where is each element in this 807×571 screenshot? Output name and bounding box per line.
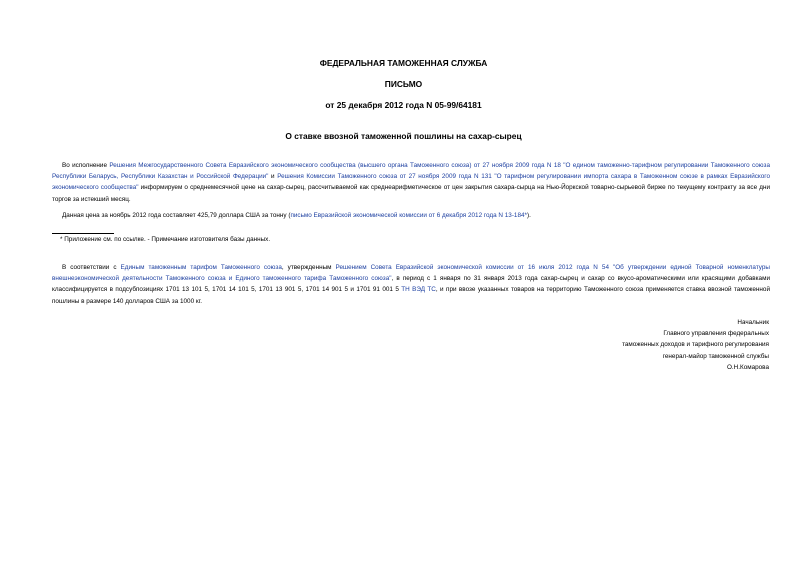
footnote-divider [52, 233, 114, 234]
paragraph-1-text-2: информируем о среднемесячной цене на сахар-сырец, рассчитываемой как среднеарифметическое от цен закрытия сахара-сырца на Нью-Йоркской товарно-сырьевой бирже по текущему контракту за все дни торгов за истекший месяц. [52, 184, 770, 203]
paragraph-3-text-0: В соответствии с [62, 264, 121, 271]
signature-line-1: Начальник [737, 319, 769, 326]
signature-line-2: Главного управления федеральных [663, 330, 769, 338]
document-subject: О ставке ввозной таможенной пошлины на сахар-сырец [285, 131, 522, 141]
paragraph-3-text-2: , в период с 1 января по 31 января 2013 года сахар-сырец и сахар со вкусо-ароматическими или красящими добавками классифицируется в подсубпозициях 1701 13 101 5, 1701 14 101 5, 1701 13 901 5, 1701 14 901 5 и 1701 91 001 5 [52, 275, 770, 294]
link-eec-letter[interactable]: письмо Евразийской экономической комиссии от 6 декабря 2012 года N 13-184* [290, 212, 527, 219]
paragraph-2-text-0: Данная цена за ноябрь 2012 года составляет 425,79 доллара США за тонну ( [62, 212, 291, 219]
paragraph-1-text-0: Во исполнение [62, 162, 110, 169]
paragraph-1-text-1: и [268, 173, 278, 181]
paragraph-3 [52, 262, 770, 307]
agency-title: ФЕДЕРАЛЬНАЯ ТАМОЖЕННАЯ СЛУЖБА [319, 58, 488, 68]
signature-block [509, 317, 769, 373]
paragraph-3-text-1: , утвержденным [281, 264, 336, 271]
link-decision-131[interactable]: Решения Комиссии Таможенного союза от 27 ноября 2009 года N 131 "О тарифном регулировании импорта сахара в Таможенном союзе в рамках Евразийского экономического сообщества" [52, 173, 771, 192]
link-tn-ved[interactable]: ТН ВЭД ТС [401, 286, 436, 294]
link-decision-54[interactable]: Решением Совета Евразийской экономической комиссии от 16 июля 2012 года N 54 "Об утверждении единой Товарной номенклатуры внешнеэкономической деятельности Таможенного союза и Единого таможенного тарифа Таможенного союза" [52, 264, 770, 283]
document-date-number: от 25 декабря 2012 года N 05-99/64181 [325, 100, 482, 110]
signature-line-3: таможенных доходов и тарифного регулирования [622, 341, 769, 349]
signature-line-4: генерал-майор таможенной службы [662, 352, 769, 360]
link-decision-18[interactable]: Решения Межгосударственного Совета Евразийского экономического сообщества (высшего органа Таможенного союза) от 27 ноября 2009 года N 18 "О едином таможенно-тарифном регулировании Таможенного союза Республики Беларусь, Республики Казахстан и Российской Федерации" [52, 162, 770, 181]
signature-name: О.Н.Комарова [726, 363, 769, 371]
paragraph-2-text-1: ). [527, 212, 531, 219]
link-customs-tariff[interactable]: Единым таможенным тарифом Таможенного союза [120, 264, 282, 271]
paragraph-3-text-3: , и при ввозе указанных товаров на территорию Таможенного союза применяется ставка ввозной таможенной пошлины в размере 140 долларов США за 1000 кг. [52, 286, 770, 305]
paragraph-2 [52, 210, 770, 221]
footnote: * Приложение см. по ссылке. - Примечание изготовителя базы данных. [60, 236, 271, 243]
paragraph-1 [52, 160, 770, 205]
document-type: ПИСЬМО [384, 79, 423, 89]
